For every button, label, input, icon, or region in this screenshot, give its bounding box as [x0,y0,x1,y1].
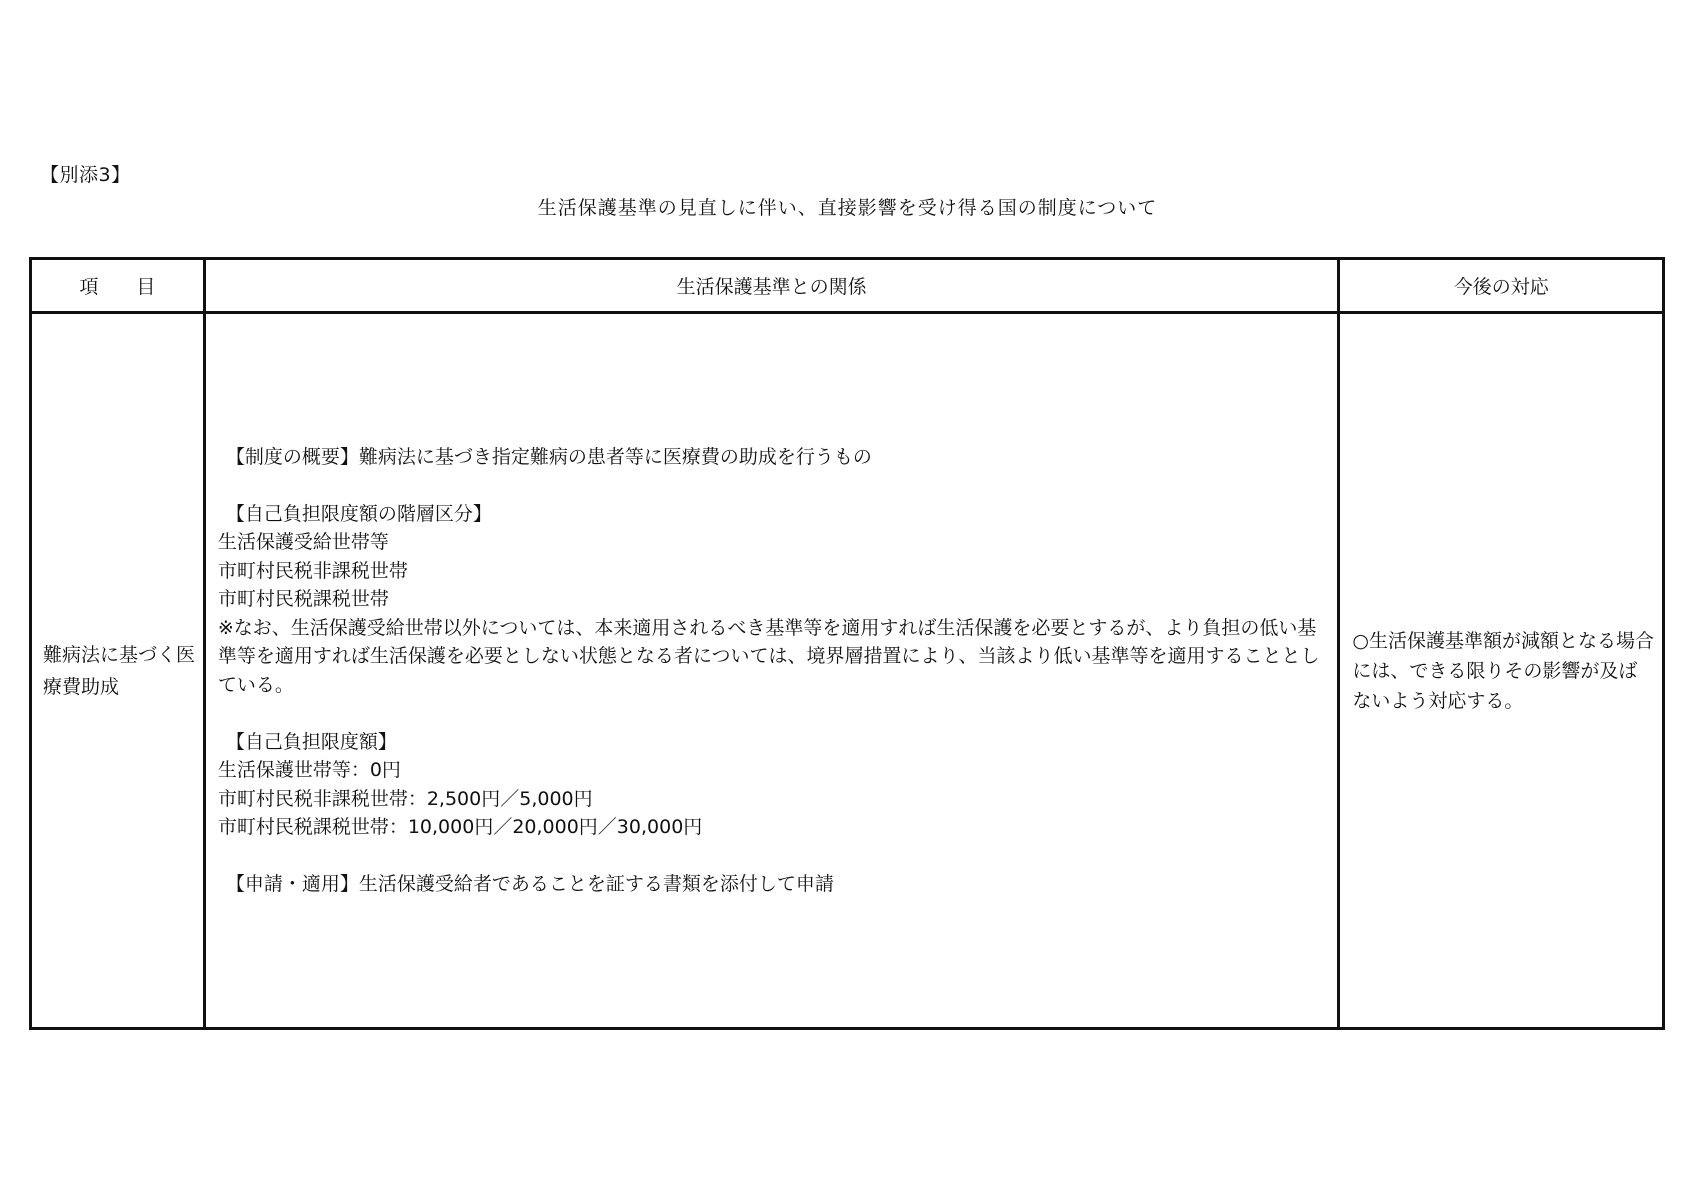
limit-item: 市町村民税非課税世帯：2,500円／5,000円 [217,787,593,810]
table-row [31,313,1664,1029]
attachment-label: 【別添3】 [40,164,131,186]
item-cell: 難病法に基づく医療費助成 [31,313,205,1029]
header-relation: 生活保護基準との関係 [204,259,1339,313]
systems-table [29,257,1665,1030]
overview-text: 【制度の概要】難病法に基づき指定難病の患者等に医療費の助成を行うもの [225,445,872,468]
header-response: 今後の対応 [1339,259,1664,313]
page-title: 生活保護基準の見直しに伴い、直接影響を受け得る国の制度について [537,197,1158,219]
relation-cell [204,313,1339,1029]
response-cell: ○生活保護基準額が減額となる場合には、できる限りその影響が及ばないよう対応する。 [1339,313,1664,1029]
application-text: 【申請・適用】生活保護受給者であることを証する書類を添付して申請 [225,873,834,895]
tier-item: 市町村民税非課税世帯 [217,559,408,582]
boundary-note: ※なお、生活保護受給世帯以外については、本来適用されるべき基準等を適用すれば生活保護を必要とするが、より負担の低い基準等を適用すれば生活保護を必要としない状態となる者については、境界層措置により、当該より低い基準等を適用することとしている。 [217,616,1320,696]
header-item: 項 目 [31,259,205,313]
limit-item: 生活保護世帯等：0円 [217,759,401,781]
tier-item: 市町村民税課税世帯 [217,588,389,610]
table-header-row [31,259,1664,313]
limit-heading: 【自己負担限度額】 [225,730,397,753]
tier-item: 生活保護受給世帯等 [217,531,389,553]
limit-item: 市町村民税課税世帯：10,000円／20,000円／30,000円 [217,816,703,838]
tier-heading: 【自己負担限度額の階層区分】 [225,502,492,525]
